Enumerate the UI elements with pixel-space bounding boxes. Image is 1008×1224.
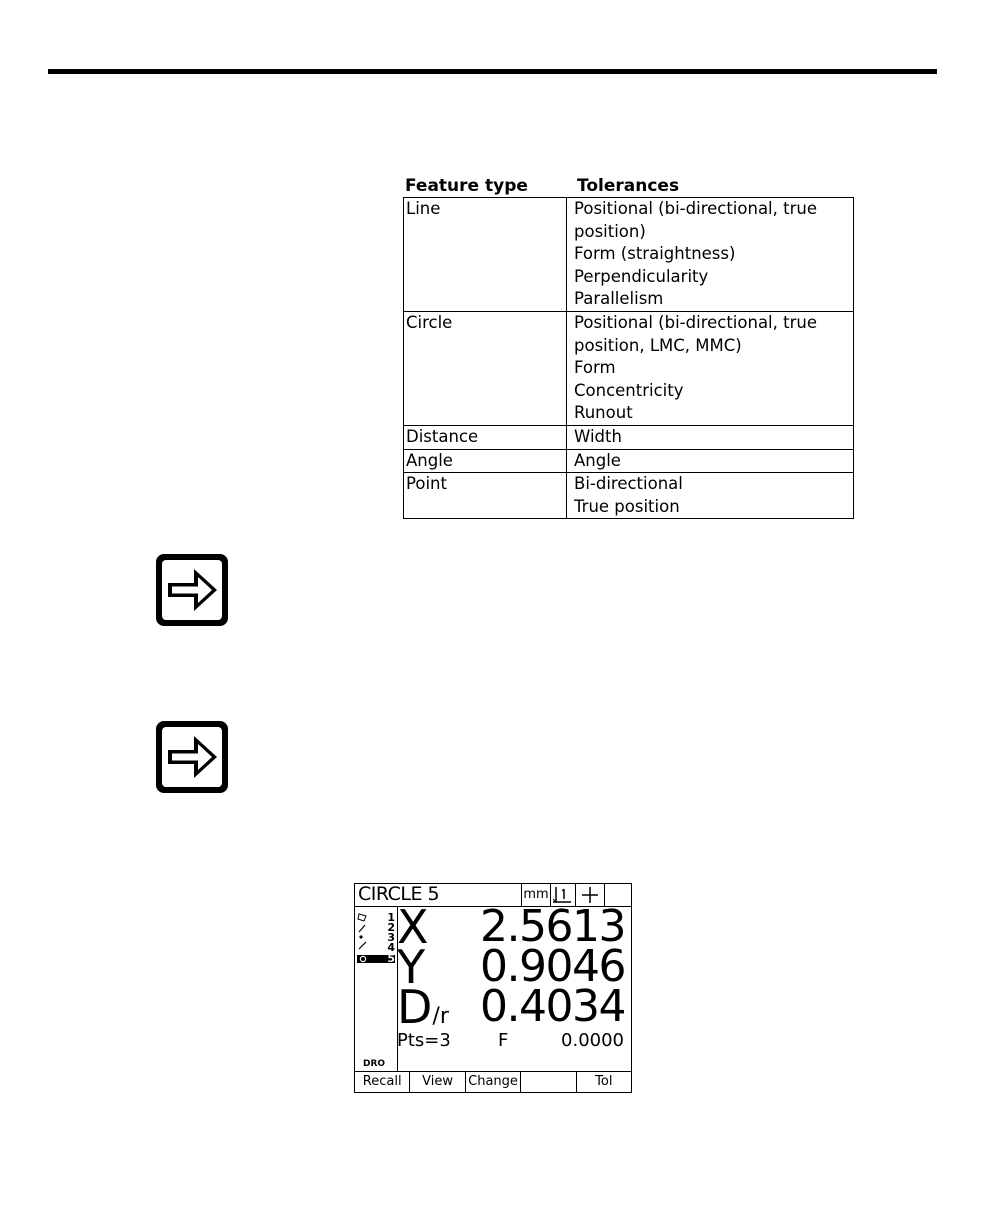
tolerance-item: True position xyxy=(574,496,680,516)
tolerance-cell xyxy=(567,312,817,425)
tolerance-item: Form (straightness) xyxy=(574,244,736,264)
feature-number[interactable]: 4 xyxy=(387,941,395,954)
tolerance-item: position, LMC, MMC) xyxy=(574,335,742,355)
table-row-circle xyxy=(404,312,853,426)
feature-cell: Angle xyxy=(404,450,567,473)
tolerance-item: Width xyxy=(574,426,622,446)
tolerance-item: Bi-directional xyxy=(574,474,683,494)
table-row-point xyxy=(404,473,853,519)
tolerance-cell xyxy=(567,426,622,449)
feature-type-icons xyxy=(356,911,380,961)
tolerance-item: Angle xyxy=(574,450,621,470)
feature-title: CIRCLE 5 xyxy=(358,883,440,905)
view-softkey[interactable]: View xyxy=(410,1072,465,1092)
tolerance-item: position) xyxy=(574,221,646,241)
header-tolerances: Tolerances xyxy=(577,176,680,196)
tolerance-item: Perpendicularity xyxy=(574,266,709,286)
feature-cell: Line xyxy=(404,198,567,311)
table-row-line xyxy=(404,198,853,312)
feature-cell: Point xyxy=(404,473,567,518)
note-arrow-right-icon xyxy=(154,719,230,795)
dro-label: DRO xyxy=(363,1059,386,1069)
dro-screen xyxy=(354,883,632,1093)
diameter-letter: D xyxy=(397,980,433,1034)
header-rule xyxy=(48,69,937,74)
tolerance-item: Runout xyxy=(574,403,633,423)
feature-number[interactable]: 3 xyxy=(387,931,395,944)
change-softkey[interactable]: Change xyxy=(466,1072,521,1092)
table-body xyxy=(403,197,854,519)
feature-cell: Circle xyxy=(404,312,567,425)
tolerance-item: Positional (bi-directional, true xyxy=(574,312,817,332)
form-value: 0.0000 xyxy=(561,1030,624,1051)
table-row-angle xyxy=(404,450,853,474)
tol-softkey[interactable]: Tol xyxy=(595,1074,613,1089)
tolerance-item: Form xyxy=(574,358,616,378)
blank-softkey[interactable] xyxy=(521,1072,576,1092)
recall-softkey[interactable]: Recall xyxy=(355,1072,410,1092)
softkey-bar xyxy=(355,1071,631,1092)
x-axis-label: X xyxy=(397,900,429,954)
tolerance-item: Parallelism xyxy=(574,289,664,309)
feature-cell: Distance xyxy=(404,426,567,449)
form-label: F xyxy=(498,1030,509,1051)
tolerance-item: Concentricity xyxy=(574,380,684,400)
table-header xyxy=(403,175,854,197)
feature-number[interactable]: 2 xyxy=(387,921,395,934)
tolerance-cell xyxy=(567,473,683,518)
points-count: Pts=3 xyxy=(397,1030,451,1051)
units-indicator[interactable]: mm xyxy=(521,884,550,906)
tolerance-cell xyxy=(567,450,621,473)
x-axis-value: 2.5613 xyxy=(480,901,625,952)
tolerance-cell xyxy=(567,198,817,311)
tolerance-item: Positional (bi-directional, true xyxy=(574,199,817,218)
diameter-value: 0.4034 xyxy=(480,981,625,1032)
tolerance-table xyxy=(403,175,854,519)
feature-number[interactable]: 5 xyxy=(387,952,395,965)
radius-suffix: /r xyxy=(432,1004,449,1029)
table-row-distance xyxy=(404,426,853,450)
feature-list xyxy=(355,907,398,1071)
note-arrow-right-icon xyxy=(154,552,230,628)
y-axis-label: Y xyxy=(397,940,426,994)
feature-number[interactable]: 1 xyxy=(387,911,395,924)
header-feature-type: Feature type xyxy=(405,176,528,196)
y-axis-value: 0.9046 xyxy=(480,941,625,992)
